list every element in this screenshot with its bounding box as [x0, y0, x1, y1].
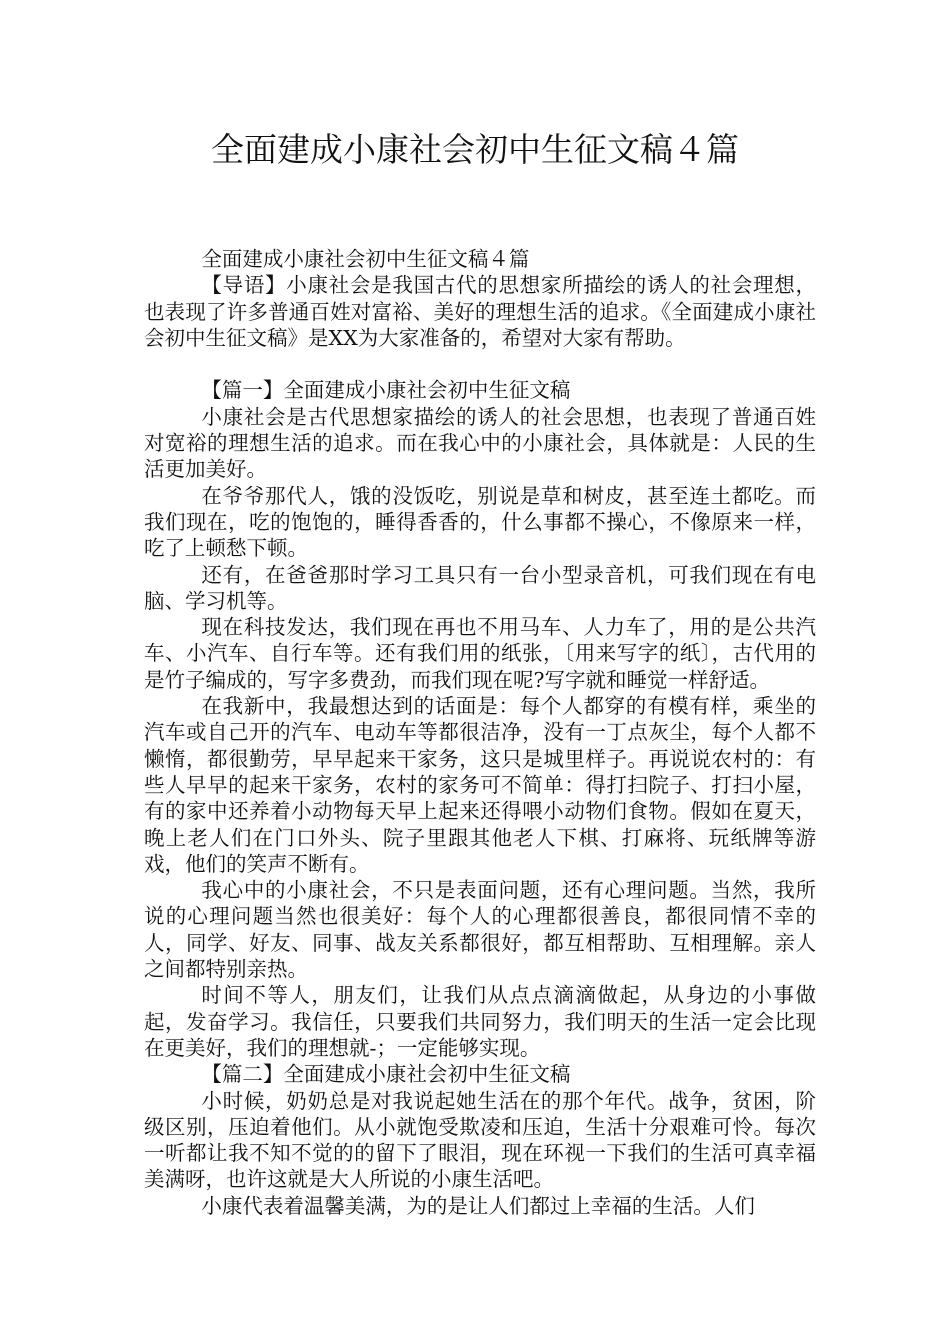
body-paragraph: 我心中的小康社会，不只是表面问题，还有心理问题。当然，我所说的心理问题当然也很美好：每个人的心理都很善良，都很同情不幸的人，同学、好友、同事、战友关系都很好，都互相帮助、互相理解。亲人之间都特别亲热。: [144, 878, 816, 982]
section-heading-1: 【篇一】全面建成小康社会初中生征文稿: [201, 378, 571, 403]
blank-line: [144, 351, 816, 377]
body-paragraph: 在爷爷那代人，饿的没饭吃，别说是草和树皮，甚至连土都吃。而我们现在，吃的饱饱的，睡得香香的，什么事都不操心，不像原来一样，吃了上顿愁下顿。: [144, 483, 816, 561]
body-paragraph: 小时候，奶奶总是对我说起她生活在的那个年代。战争，贫困，阶级区别，压迫着他们。从小就饱受欺凌和压迫，生活十分艰难可怜。每次一听都让我不知不觉的的留下了眼泪，现在环视一下我们的生活可真幸福美满呀，也许这就是大人所说的小康生活吧。: [144, 1088, 816, 1192]
subtitle-paragraph: 全面建成小康社会初中生征文稿４篇: [201, 247, 530, 271]
document-title: 全面建成小康社会初中生征文稿４篇: [211, 130, 739, 169]
intro-paragraph: 【导语】小康社会是我国古代的思想家所描绘的诱人的社会理想，也表现了许多普通百姓对富裕、美好的理想生活的追求。《全面建成小康社会初中生征文稿》是XX为大家准备的，希望对大家有帮助。: [144, 273, 816, 350]
body-paragraph: 还有，在爸爸那时学习工具只有一台小型录音机，可我们现在有电脑、学习机等。: [144, 562, 816, 613]
body-paragraph: 在我新中，我最想达到的话面是：每个人都穿的有模有样，乘坐的汽车或自己开的汽车、电动车等都很洁净，没有一丁点灰尘，每个人都不懒惰，都很勤劳，早早起来干家务，这只是城里样子。再说说农村的：有些人早早的起来干家务，农村的家务可不简单：得打扫院子、打扫小屋，有的家中还养着小动物每天早上起来还得喂小动物们食物。假如在夏天，晚上老人们在门口外头、院子里跟其他老人下棋、打麻将、玩纸牌等游戏，他们的笑声不断有。: [144, 694, 816, 876]
body-paragraph: 现在科技发达，我们现在再也不用马车、人力车了，用的是公共汽车、小汽车、自行车等。还有我们用的纸张，〔用来写字的纸〕，古代用的是竹子编成的，写字多费劲，而我们现在呢?写字就和睡觉一样舒适。: [144, 615, 816, 692]
body-paragraph: 小康代表着温馨美满，为的是让人们都过上幸福的生活。人们: [201, 1193, 755, 1218]
document-body: [144, 246, 816, 1219]
section-heading-2: 【篇二】全面建成小康社会初中生征文稿: [201, 1062, 571, 1087]
body-paragraph: 小康社会是古代思想家描绘的诱人的社会思想，也表现了普通百姓对宽裕的理想生活的追求。而在我心中的小康社会，具体就是：人民的生活更加美好。: [144, 404, 816, 482]
body-paragraph: 时间不等人，朋友们，让我们从点点滴滴做起，从身边的小事做起，发奋学习。我信任，只要我们共同努力，我们明天的生活一定会比现在更美好，我们的理想就-；一定能够实现。: [144, 983, 816, 1060]
